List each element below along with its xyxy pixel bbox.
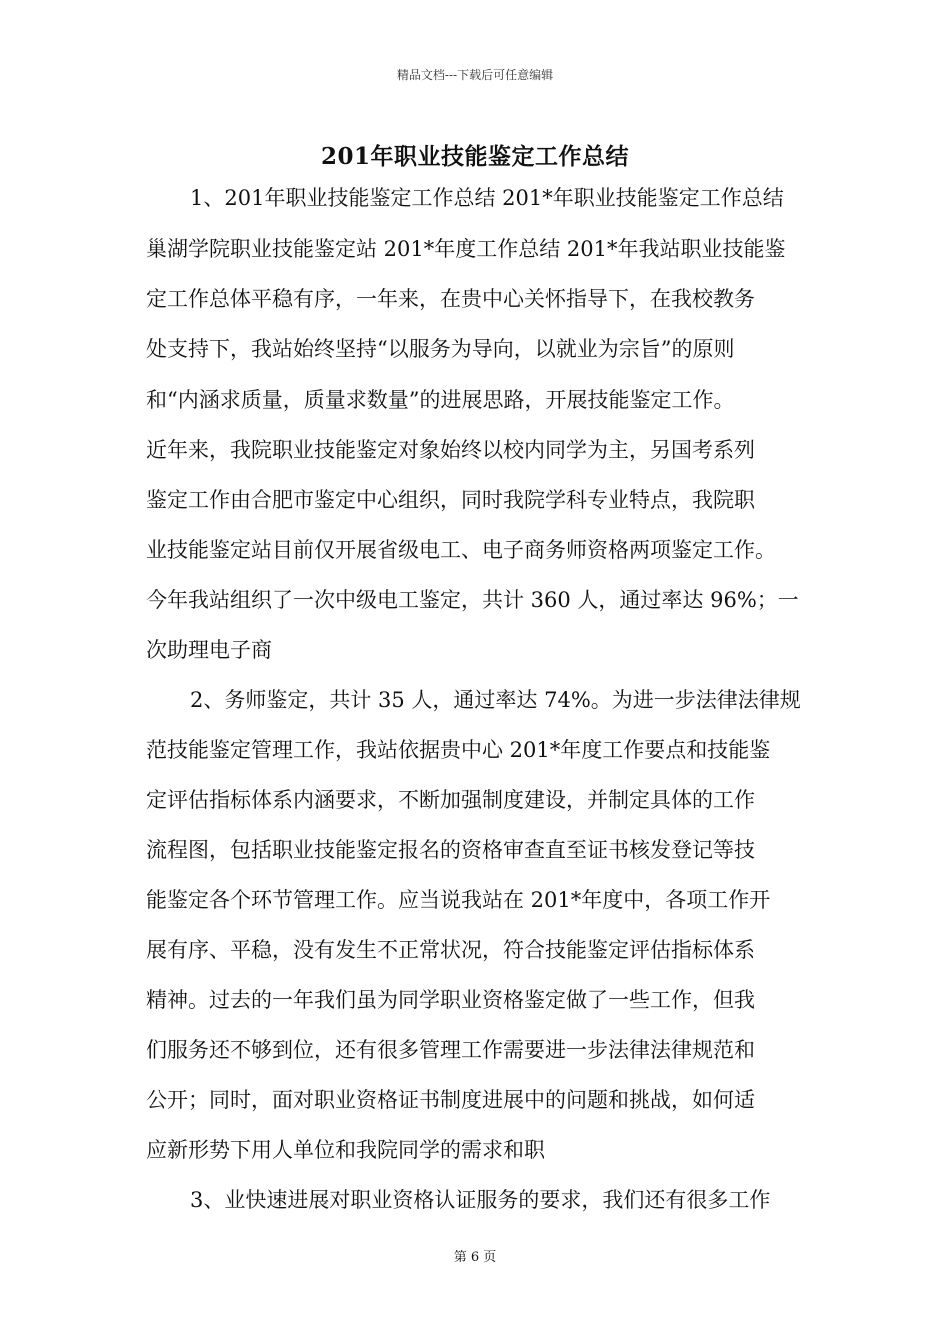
body-line-14: 流程图，包括职业技能鉴定报名的资格审查直至证书核发登记等技 xyxy=(146,838,755,862)
body-line-5: 和“内涵求质量，质量求数量”的进展思路，开展技能鉴定工作。 xyxy=(146,388,735,412)
body-line-13: 定评估指标体系内涵要求，不断加强制度建设，并制定具体的工作 xyxy=(146,788,755,812)
document-title: 201年职业技能鉴定工作总结 xyxy=(320,143,629,170)
body-line-2: 巢湖学院职业技能鉴定站 201*年度工作总结 201*年我站职业技能鉴 xyxy=(146,237,786,261)
page-header: 精品文档---下载后可任意编辑 xyxy=(396,68,554,82)
body-line-9: 今年我站组织了一次中级电工鉴定，共计 360 人，通过率达 96%；一 xyxy=(146,588,799,612)
body-line-11: 2、务师鉴定，共计 35 人，通过率达 74%。为进一步法律法律规 xyxy=(190,688,801,712)
body-line-17: 精神。过去的一年我们虽为同学职业资格鉴定做了一些工作，但我 xyxy=(146,988,755,1012)
body-line-16: 展有序、平稳，没有发生不正常状况，符合技能鉴定评估指标体系 xyxy=(146,938,755,962)
body-line-21: 3、业快速进展对职业资格认证服务的要求，我们还有很多工作 xyxy=(190,1188,771,1212)
body-line-12: 范技能鉴定管理工作，我站依据贵中心 201*年度工作要点和技能鉴 xyxy=(146,738,771,762)
body-line-18: 们服务还不够到位，还有很多管理工作需要进一步法律法律规范和 xyxy=(146,1038,755,1062)
body-line-19: 公开；同时，面对职业资格证书制度进展中的问题和挑战，如何适 xyxy=(146,1088,755,1112)
body-line-6: 近年来，我院职业技能鉴定对象始终以校内同学为主，另国考系列 xyxy=(146,438,755,462)
body-line-7: 鉴定工作由合肥市鉴定中心组织，同时我院学科专业特点，我院职 xyxy=(146,488,755,512)
body-line-20: 应新形势下用人单位和我院同学的需求和职 xyxy=(146,1138,545,1162)
body-line-15: 能鉴定各个环节管理工作。应当说我站在 201*年度中，各项工作开 xyxy=(146,888,771,912)
body-line-3: 定工作总体平稳有序，一年来，在贵中心关怀指导下，在我校教务 xyxy=(146,287,755,311)
body-line-1: 1、201年职业技能鉴定工作总结 201*年职业技能鉴定工作总结 xyxy=(190,186,784,210)
body-line-8: 业技能鉴定站目前仅开展省级电工、电子商务师资格两项鉴定工作。 xyxy=(146,538,776,562)
body-line-10: 次助理电子商 xyxy=(146,638,272,662)
body-line-4: 处支持下，我站始终坚持“以服务为导向，以就业为宗旨”的原则 xyxy=(146,337,735,361)
page-number: 第 6 页 xyxy=(453,1250,497,1265)
